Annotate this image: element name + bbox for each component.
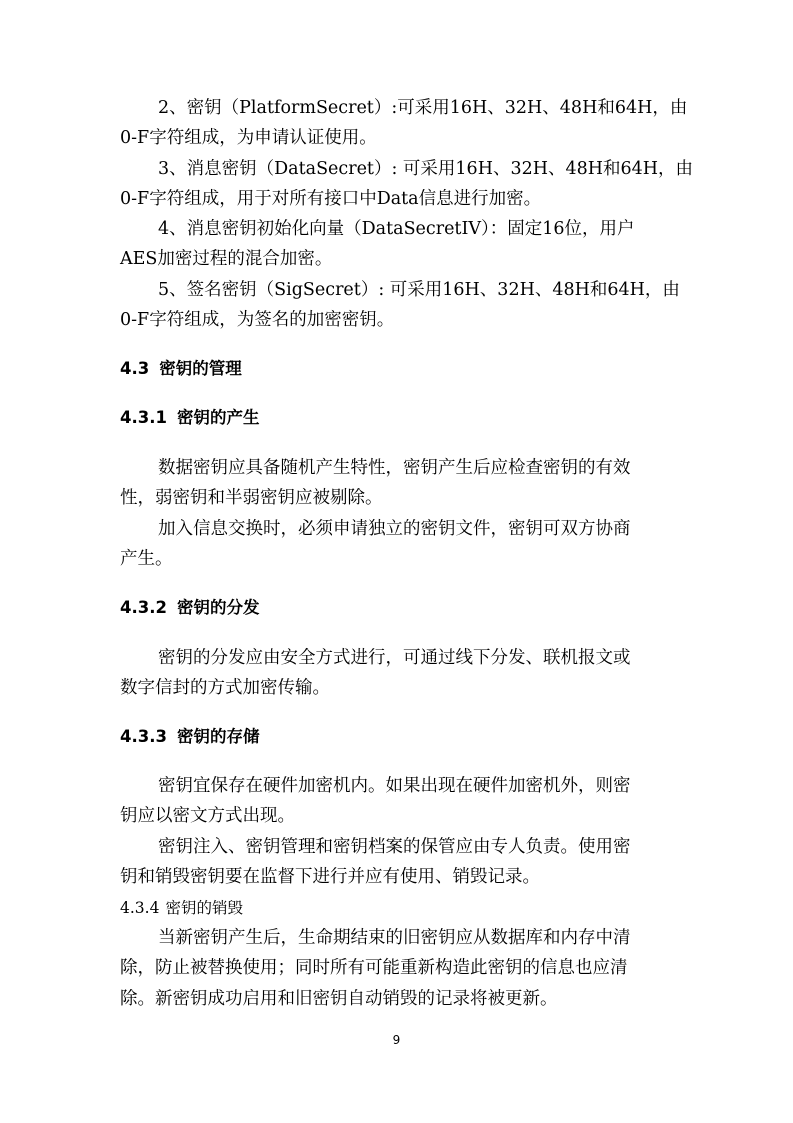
section-heading-4-3-3: [120, 726, 259, 748]
paragraph-line: 密钥宜保存在硬件加密机内。如果出现在硬件加密机外，则密: [158, 776, 631, 796]
section-heading-4-3-4: [120, 897, 243, 919]
section-title: 密钥的管理: [159, 359, 242, 378]
section-title: 密钥的销毁: [165, 899, 243, 917]
intro-item-2-line-1: 2、密钥（PlatformSecret）:可采用16H、32H、48H和64H，由: [158, 98, 688, 118]
intro-item-5-line-2: 0-F字符组成，为签名的加密密钥。: [120, 310, 395, 330]
paragraph-line: 性，弱密钥和半弱密钥应被剔除。: [120, 488, 383, 508]
intro-item-5-line-1: 5、签名密钥（SigSecret）: 可采用16H、32H、48H和64H，由: [158, 280, 680, 300]
section-number: 4.3.1: [120, 408, 167, 427]
paragraph-line: 钥和销毁密钥要在监督下进行并应有使用、销毁记录。: [120, 867, 540, 887]
section-heading-4-3-2: [120, 597, 259, 619]
section-heading-4-3-1: [120, 407, 259, 429]
paragraph-line: 产生。: [120, 549, 173, 569]
paragraph-line: 密钥的分发应由安全方式进行，可通过线下分发、联机报文或: [158, 648, 631, 668]
paragraph-line: 钥应以密文方式出现。: [120, 806, 295, 826]
intro-item-4-line-2: AES加密过程的混合加密。: [120, 249, 333, 269]
paragraph-line: 加入信息交换时，必须申请独立的密钥文件，密钥可双方协商: [158, 519, 631, 539]
paragraph-line: 除，防止被替换使用；同时所有可能重新构造此密钥的信息也应清: [120, 958, 628, 978]
section-number: 4.3.4: [120, 899, 160, 917]
section-title: 密钥的分发: [176, 598, 260, 617]
intro-item-2-line-2: 0-F字符组成，为申请认证使用。: [120, 128, 377, 148]
paragraph-line: 数字信封的方式加密传输。: [120, 678, 330, 698]
intro-item-3-line-2: 0-F字符组成，用于对所有接口中Data信息进行加密。: [120, 189, 542, 209]
intro-item-4-line-1: 4、消息密钥初始化向量（DataSecretIV）：固定16位，用户: [158, 219, 635, 239]
intro-item-3-line-1: 3、消息密钥（DataSecret）: 可采用16H、32H、48H和64H，由: [158, 159, 694, 179]
section-number: 4.3.3: [120, 727, 167, 746]
paragraph-line: 除。新密钥成功启用和旧密钥自动销毁的记录将被更新。: [120, 989, 558, 1009]
section-number: 4.3: [120, 359, 150, 378]
page-number: 9: [392, 1033, 401, 1047]
section-title: 密钥的产生: [176, 408, 260, 427]
paragraph-line: 数据密钥应具备随机产生特性，密钥产生后应检查密钥的有效: [158, 458, 631, 478]
section-heading-4-3: [120, 358, 242, 380]
section-number: 4.3.2: [120, 598, 167, 617]
paragraph-line: 密钥注入、密钥管理和密钥档案的保管应由专人负责。使用密: [158, 837, 631, 857]
section-title: 密钥的存储: [176, 727, 260, 746]
paragraph-line: 当新密钥产生后，生命期结束的旧密钥应从数据库和内存中清: [158, 928, 631, 948]
